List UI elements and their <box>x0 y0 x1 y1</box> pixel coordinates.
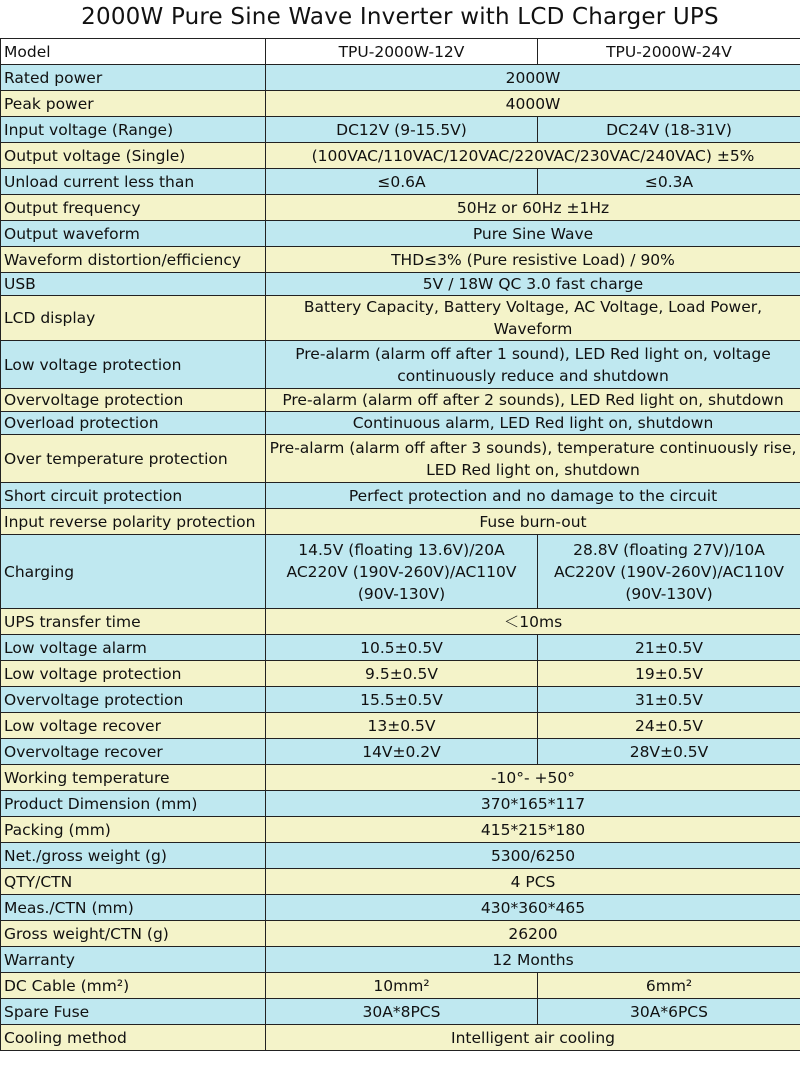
spec-value: -10°- +50° <box>266 765 800 791</box>
spec-value-24v: 19±0.5V <box>538 661 800 687</box>
spec-value-12v: 10.5±0.5V <box>266 635 538 661</box>
table-row <box>1 39 800 65</box>
spec-label: Charging <box>1 535 266 609</box>
spec-value-12v: 9.5±0.5V <box>266 661 538 687</box>
spec-label: Peak power <box>1 91 266 117</box>
spec-label: USB <box>1 273 266 296</box>
spec-value: Perfect protection and no damage to the circuit <box>266 483 800 509</box>
table-row <box>1 341 800 389</box>
spec-label: Output waveform <box>1 221 266 247</box>
spec-value-12v: 14V±0.2V <box>266 739 538 765</box>
table-row <box>1 739 800 765</box>
table-row <box>1 273 800 296</box>
spec-value: 12 Months <box>266 947 800 973</box>
spec-label: Unload current less than <box>1 169 266 195</box>
table-row <box>1 921 800 947</box>
table-row <box>1 247 800 273</box>
table-row <box>1 389 800 412</box>
spec-value: Battery Capacity, Battery Voltage, AC Voltage, Load Power, Waveform <box>266 296 800 341</box>
spec-label: Overload protection <box>1 412 266 435</box>
spec-value: (100VAC/110VAC/120VAC/220VAC/230VAC/240VAC) ±5% <box>266 143 800 169</box>
spec-label: Packing (mm) <box>1 817 266 843</box>
spec-label: Meas./CTN (mm) <box>1 895 266 921</box>
table-row <box>1 765 800 791</box>
spec-value-12v: 13±0.5V <box>266 713 538 739</box>
spec-table-body <box>1 39 800 1051</box>
table-row <box>1 947 800 973</box>
spec-value-24v: 30A*6PCS <box>538 999 800 1025</box>
spec-value: ＜10ms <box>266 609 800 635</box>
table-row <box>1 535 800 609</box>
spec-value: 5300/6250 <box>266 843 800 869</box>
table-row <box>1 713 800 739</box>
spec-value-24v: DC24V (18-31V) <box>538 117 800 143</box>
table-row <box>1 687 800 713</box>
spec-label: Warranty <box>1 947 266 973</box>
spec-label: Net./gross weight (g) <box>1 843 266 869</box>
spec-value-12v: ≤0.6A <box>266 169 538 195</box>
spec-value: Fuse burn-out <box>266 509 800 535</box>
spec-value: 26200 <box>266 921 800 947</box>
table-row <box>1 817 800 843</box>
spec-label: Waveform distortion/efficiency <box>1 247 266 273</box>
table-row <box>1 169 800 195</box>
table-row <box>1 195 800 221</box>
spec-label: Output voltage (Single) <box>1 143 266 169</box>
spec-value: 5V / 18W QC 3.0 fast charge <box>266 273 800 296</box>
table-row <box>1 221 800 247</box>
spec-value: 2000W <box>266 65 800 91</box>
table-row <box>1 843 800 869</box>
spec-label: Spare Fuse <box>1 999 266 1025</box>
table-row <box>1 999 800 1025</box>
spec-label: Short circuit protection <box>1 483 266 509</box>
spec-label: Cooling method <box>1 1025 266 1051</box>
spec-label: Input reverse polarity protection <box>1 509 266 535</box>
spec-value-24v: 28V±0.5V <box>538 739 800 765</box>
table-row <box>1 412 800 435</box>
spec-label: Working temperature <box>1 765 266 791</box>
spec-label: Low voltage protection <box>1 341 266 389</box>
spec-value-24v: 6mm² <box>538 973 800 999</box>
table-row <box>1 143 800 169</box>
spec-value: Pre-alarm (alarm off after 2 sounds), LED Red light on, shutdown <box>266 389 800 412</box>
spec-label: LCD display <box>1 296 266 341</box>
spec-value: 430*360*465 <box>266 895 800 921</box>
spec-label: Overvoltage protection <box>1 389 266 412</box>
table-row <box>1 435 800 483</box>
spec-value-24v: ≤0.3A <box>538 169 800 195</box>
spec-value: 4 PCS <box>266 869 800 895</box>
spec-value: Pre-alarm (alarm off after 3 sounds), temperature continuously rise, LED Red light on, shutdown <box>266 435 800 483</box>
spec-label: Over temperature protection <box>1 435 266 483</box>
spec-label: DC Cable (mm²) <box>1 973 266 999</box>
table-row <box>1 1025 800 1051</box>
spec-label: Low voltage recover <box>1 713 266 739</box>
spec-value: THD≤3% (Pure resistive Load) / 90% <box>266 247 800 273</box>
spec-label: QTY/CTN <box>1 869 266 895</box>
spec-value-24v: 31±0.5V <box>538 687 800 713</box>
table-row <box>1 117 800 143</box>
spec-value: 50Hz or 60Hz ±1Hz <box>266 195 800 221</box>
spec-value-12v: 10mm² <box>266 973 538 999</box>
spec-table <box>0 38 800 1051</box>
spec-label: Input voltage (Range) <box>1 117 266 143</box>
spec-value-12v: TPU-2000W-12V <box>266 39 538 65</box>
spec-label: Overvoltage protection <box>1 687 266 713</box>
spec-value-24v: 24±0.5V <box>538 713 800 739</box>
spec-value: 370*165*117 <box>266 791 800 817</box>
table-row <box>1 296 800 341</box>
table-row <box>1 973 800 999</box>
spec-value-12v: 14.5V (floating 13.6V)/20A AC220V (190V-260V)/AC110V (90V-130V) <box>266 535 538 609</box>
spec-label: Low voltage protection <box>1 661 266 687</box>
table-row <box>1 635 800 661</box>
table-row <box>1 65 800 91</box>
spec-label: Product Dimension (mm) <box>1 791 266 817</box>
spec-value-24v: 21±0.5V <box>538 635 800 661</box>
spec-value-12v: DC12V (9-15.5V) <box>266 117 538 143</box>
table-row <box>1 509 800 535</box>
spec-value: Intelligent air cooling <box>266 1025 800 1051</box>
page-title: 2000W Pure Sine Wave Inverter with LCD Charger UPS <box>81 4 719 30</box>
spec-value-12v: 30A*8PCS <box>266 999 538 1025</box>
table-row <box>1 91 800 117</box>
table-row <box>1 791 800 817</box>
spec-label: Rated power <box>1 65 266 91</box>
table-row <box>1 895 800 921</box>
spec-label: Model <box>1 39 266 65</box>
spec-label: Low voltage alarm <box>1 635 266 661</box>
spec-value: Pure Sine Wave <box>266 221 800 247</box>
spec-label: Gross weight/CTN (g) <box>1 921 266 947</box>
table-row <box>1 609 800 635</box>
spec-label: Output frequency <box>1 195 266 221</box>
spec-value: 415*215*180 <box>266 817 800 843</box>
table-row <box>1 483 800 509</box>
spec-value: Continuous alarm, LED Red light on, shutdown <box>266 412 800 435</box>
spec-value-12v: 15.5±0.5V <box>266 687 538 713</box>
spec-value-24v: 28.8V (floating 27V)/10A AC220V (190V-260V)/AC110V (90V-130V) <box>538 535 800 609</box>
spec-value-24v: TPU-2000W-24V <box>538 39 800 65</box>
spec-label: UPS transfer time <box>1 609 266 635</box>
spec-value: 4000W <box>266 91 800 117</box>
spec-label: Overvoltage recover <box>1 739 266 765</box>
spec-value: Pre-alarm (alarm off after 1 sound), LED Red light on, voltage continuously reduce and shutdown <box>266 341 800 389</box>
table-row <box>1 869 800 895</box>
table-row <box>1 661 800 687</box>
